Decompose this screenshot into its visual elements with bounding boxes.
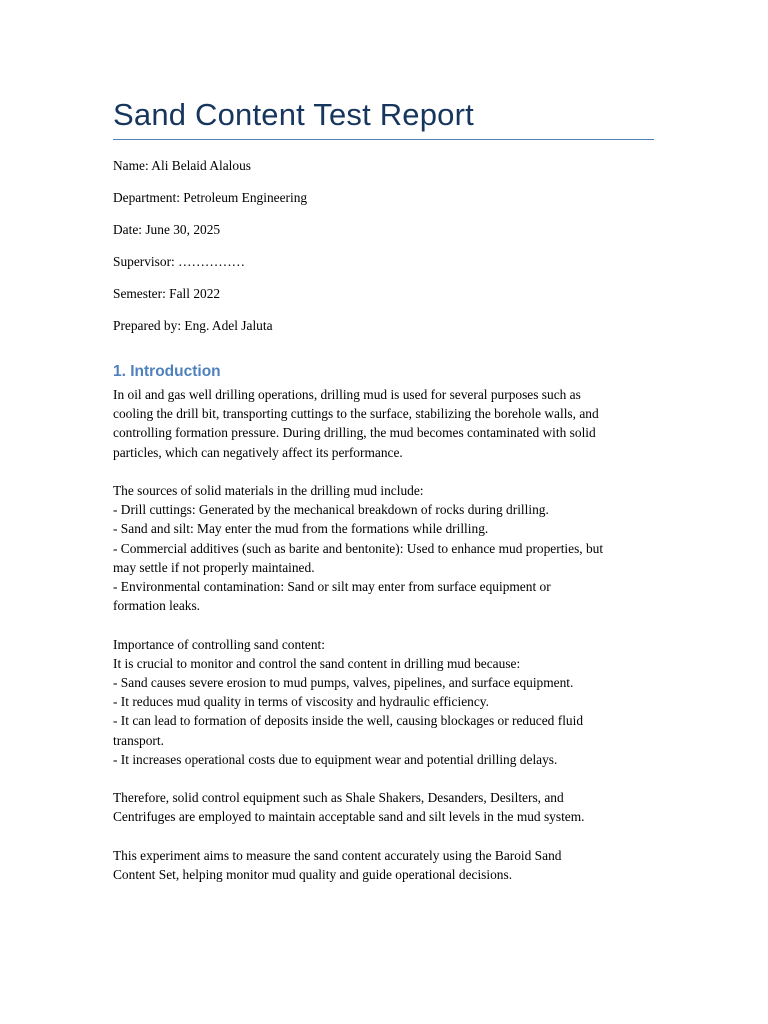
text-line: formation leaks. — [113, 598, 201, 614]
document-body — [113, 95, 658, 903]
meta-semester: Semester: Fall 2022 — [113, 286, 221, 301]
importance-paragraph — [113, 635, 658, 769]
document-title: Sand Content Test Report — [113, 97, 474, 132]
meta-supervisor: Supervisor: …………… — [113, 254, 246, 269]
text-line: Centrifuges are employed to maintain acceptable sand and silt levels in the mud system. — [113, 809, 585, 825]
text-line: Therefore, solid control equipment such as Shale Shakers, Desanders, Desilters, and — [113, 790, 564, 806]
intro-paragraph — [113, 385, 658, 462]
text-line: This experiment aims to measure the sand content accurately using the Baroid Sand — [113, 847, 562, 863]
list-item: - Commercial additives (such as barite and bentonite): Used to enhance mud properties, but — [113, 540, 604, 556]
list-item: - It can lead to formation of deposits inside the well, causing blockages or reduced fluid — [113, 713, 584, 729]
text-line: The sources of solid materials in the drilling mud include: — [113, 483, 424, 498]
text-line: transport. — [113, 732, 164, 748]
text-line: may settle if not properly maintained. — [113, 559, 315, 575]
report-metadata — [113, 158, 658, 334]
text-line: It is crucial to monitor and control the sand content in drilling mud because: — [113, 655, 521, 671]
text-line: particles, which can negatively affect its performance. — [113, 444, 403, 460]
meta-department: Department: Petroleum Engineering — [113, 190, 308, 205]
aim-paragraph — [113, 846, 658, 884]
text-line: Importance of controlling sand content: — [113, 636, 325, 652]
text-line: Content Set, helping monitor mud quality and guide operational decisions. — [113, 867, 513, 883]
list-item: - Drill cuttings: Generated by the mechanical breakdown of rocks during drilling. — [113, 502, 549, 518]
text-line: cooling the drill bit, transporting cuttings to the surface, stabilizing the borehole walls, and — [113, 406, 599, 422]
list-item: - Sand causes severe erosion to mud pumps, valves, pipelines, and surface equipment. — [113, 675, 574, 691]
list-item: - Environmental contamination: Sand or silt may enter from surface equipment or — [113, 579, 551, 595]
list-item: - Sand and silt: May enter the mud from the formations while drilling. — [113, 521, 489, 537]
list-item: - It reduces mud quality in terms of viscosity and hydraulic efficiency. — [113, 694, 489, 710]
equipment-paragraph — [113, 788, 658, 826]
text-line: controlling formation pressure. During drilling, the mud becomes contaminated with solid — [113, 425, 596, 441]
section-heading-introduction: 1. Introduction — [113, 363, 221, 380]
list-item: - It increases operational costs due to equipment wear and potential drilling delays. — [113, 751, 558, 767]
meta-date: Date: June 30, 2025 — [113, 222, 221, 237]
title-underline — [113, 139, 654, 140]
solid-sources-paragraph — [113, 481, 658, 615]
meta-prepared-by: Prepared by: Eng. Adel Jaluta — [113, 318, 273, 333]
meta-name: Name: Ali Belaid Alalous — [113, 158, 251, 173]
text-line: In oil and gas well drilling operations, drilling mud is used for several purposes such as — [113, 387, 581, 402]
